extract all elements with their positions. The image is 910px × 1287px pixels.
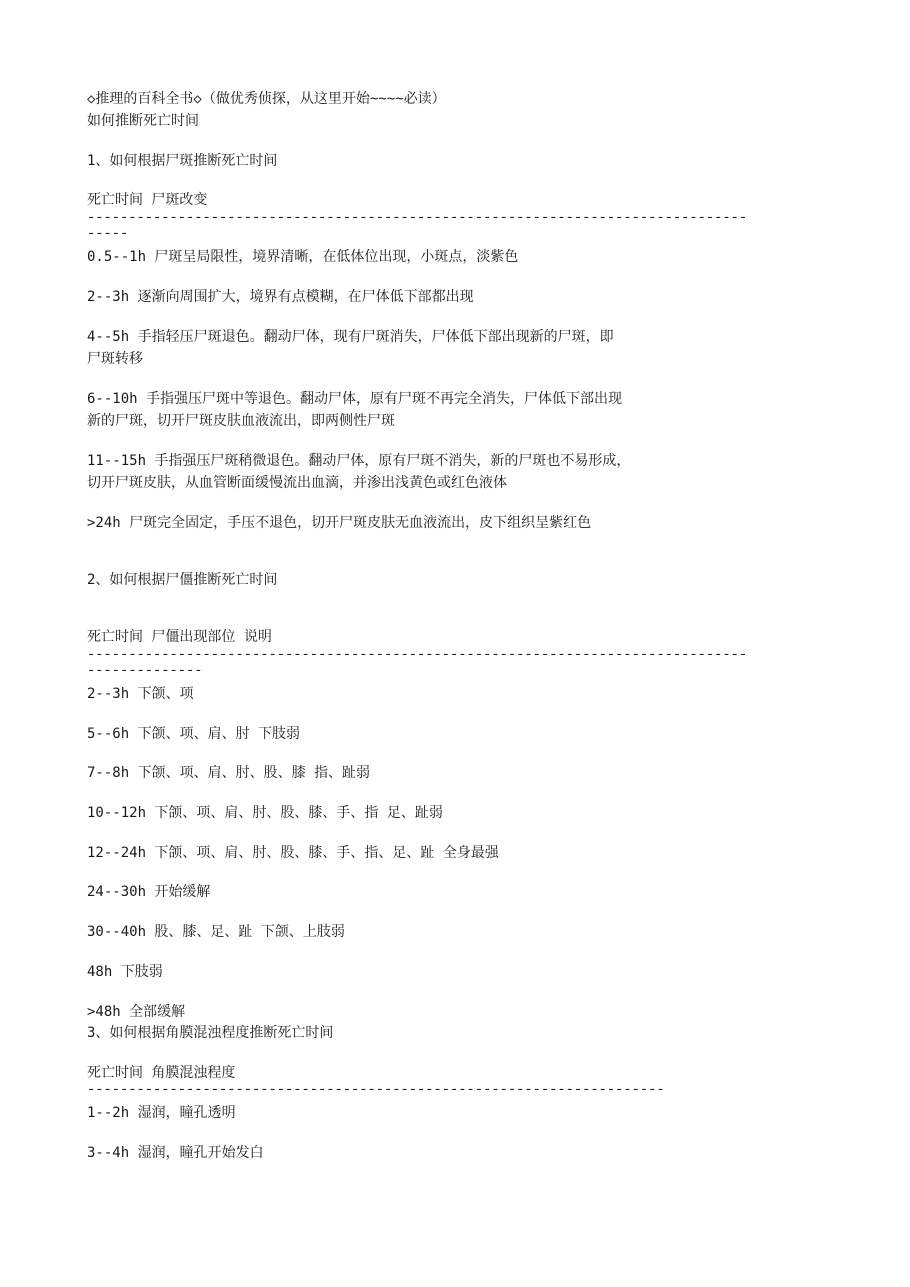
section3-heading: 3、如何根据角膜混浊程度推断死亡时间 [87, 1025, 334, 1041]
section1-row-wrap: 新的尸斑，切开尸斑皮肤血液流出，即两侧性尸斑 [87, 413, 395, 429]
section2-row: 24--30h 开始缓解 [87, 884, 211, 900]
section3-divider: ---------------------------------------------------------------------- [87, 1083, 665, 1098]
section2-divider: -------------------------------------------------------------------------------- [87, 648, 748, 663]
section1-row: 2--3h 逐渐向周围扩大，境界有点模糊，在尸体低下部都出现 [87, 289, 474, 305]
section1-row: 4--5h 手指轻压尸斑退色。翻动尸体，现有尸斑消失，尸体低下部出现新的尸斑，即 [87, 329, 614, 345]
section1-divider: -------------------------------------------------------------------------------- [87, 211, 748, 226]
section3-row: 3--4h 湿润，瞳孔开始发白 [87, 1145, 264, 1161]
section1-row: >24h 尸斑完全固定，手压不退色，切开尸斑皮肤无血液流出，皮下组织呈紫红色 [87, 515, 592, 531]
section2-row: 30--40h 股、膝、足、趾 下颌、上肢弱 [87, 924, 345, 940]
section1-row-wrap: 尸斑转移 [87, 351, 143, 367]
section1-divider-wrap: ----- [87, 227, 129, 242]
section1-row-wrap: 切开尸斑皮肤，从血管断面缓慢流出血滴，并渗出浅黄色或红色液体 [87, 475, 507, 491]
section2-row: 7--8h 下颌、项、肩、肘、股、膝 指、趾弱 [87, 765, 370, 781]
section3-row: 1--2h 湿润，瞳孔透明 [87, 1105, 236, 1121]
section2-row: 2--3h 下颌、项 [87, 686, 194, 702]
document-title: ◇推理的百科全书◇（做优秀侦探，从这里开始~~~~必读） [87, 91, 446, 107]
section2-heading: 2、如何根据尸僵推断死亡时间 [87, 572, 278, 588]
section2-row: 10--12h 下颌、项、肩、肘、股、膝、手、指 足、趾弱 [87, 805, 443, 821]
section1-row: 0.5--1h 尸斑呈局限性，境界清晰，在低体位出现，小斑点，淡紫色 [87, 249, 519, 265]
document-subtitle: 如何推断死亡时间 [87, 113, 199, 129]
section1-columns: 死亡时间 尸斑改变 [87, 192, 208, 208]
section2-row: 48h 下肢弱 [87, 964, 163, 980]
section1-row: 6--10h 手指强压尸斑中等退色。翻动尸体，原有尸斑不再完全消失，尸体低下部出现 [87, 391, 622, 407]
section2-row: >48h 全部缓解 [87, 1004, 186, 1020]
section1-row: 11--15h 手指强压尸斑稍微退色。翻动尸体，原有尸斑不消失，新的尸斑也不易形成， [87, 453, 631, 469]
section2-divider-wrap: -------------- [87, 664, 203, 679]
section3-columns: 死亡时间 角膜混浊程度 [87, 1065, 236, 1081]
section2-columns: 死亡时间 尸僵出现部位 说明 [87, 629, 272, 645]
section1-heading: 1、如何根据尸斑推断死亡时间 [87, 153, 278, 169]
section2-row: 5--6h 下颌、项、肩、肘 下肢弱 [87, 726, 301, 742]
section2-row: 12--24h 下颌、项、肩、肘、股、膝、手、指、足、趾 全身最强 [87, 845, 499, 861]
